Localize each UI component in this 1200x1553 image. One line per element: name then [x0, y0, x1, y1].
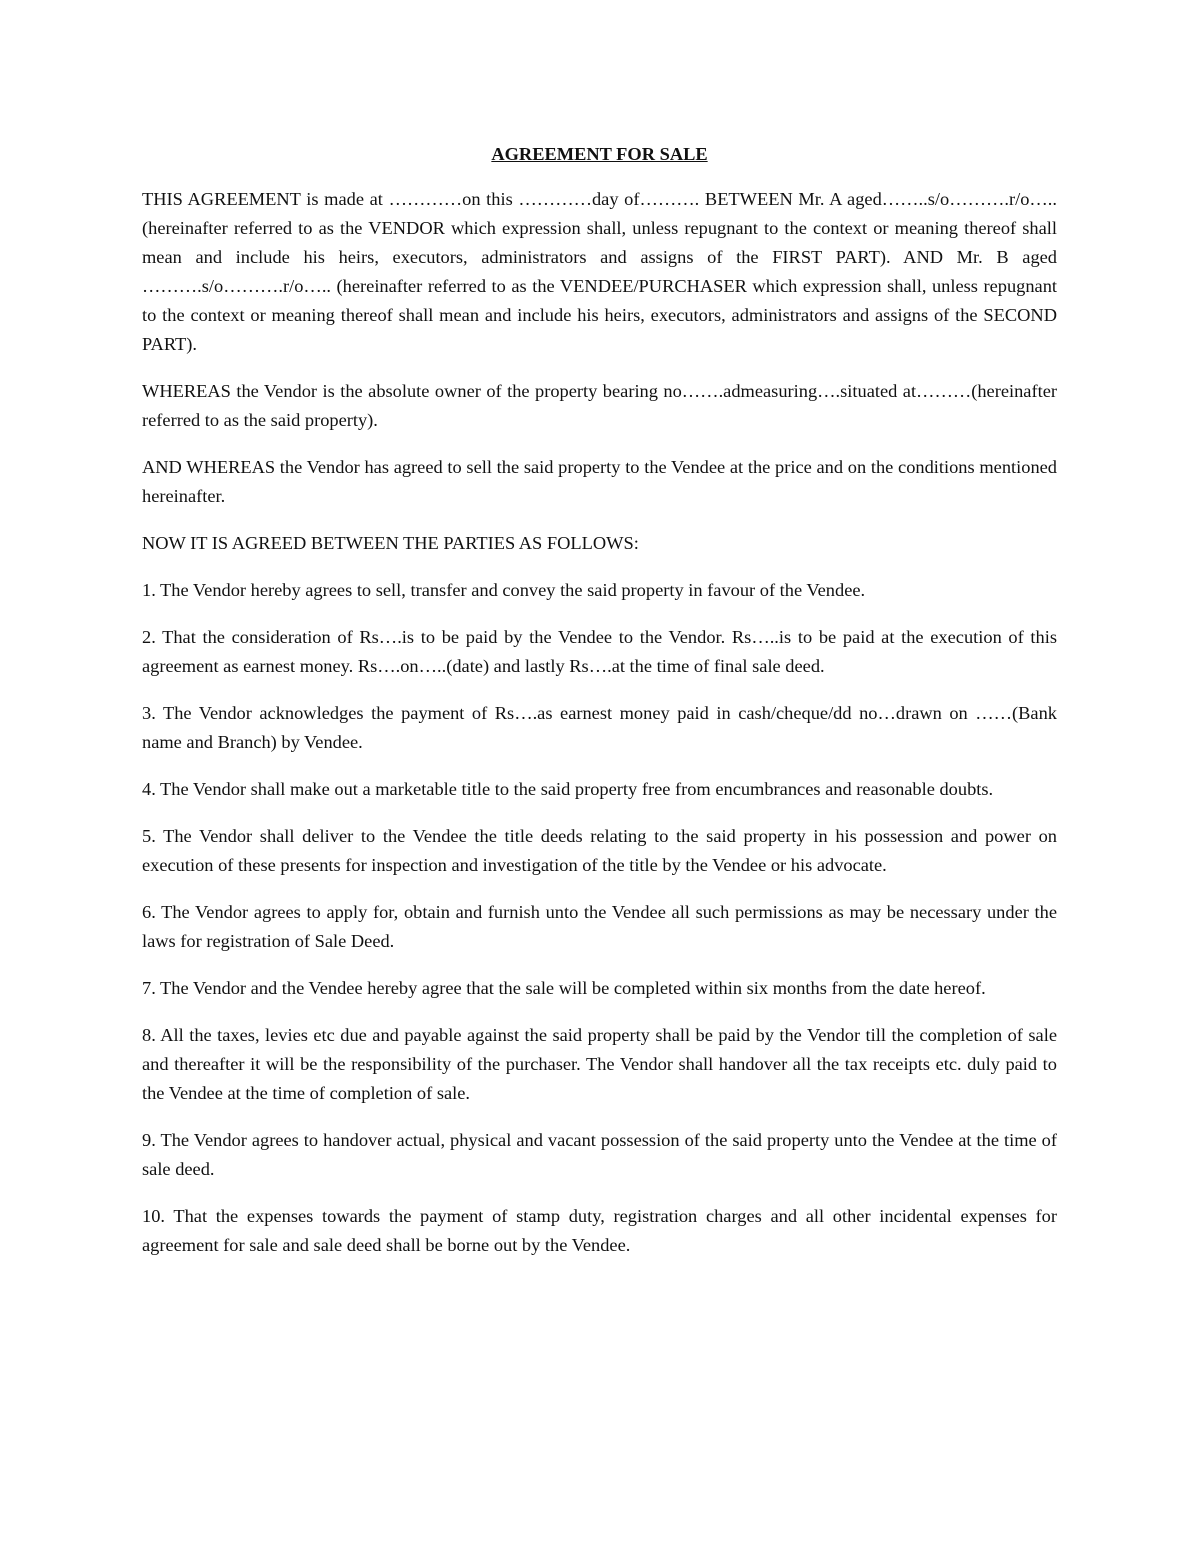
clause-8: 8. All the taxes, levies etc due and payable against the said property shall be paid by the Vendor till the completion of sale and thereafter it will be the responsibility of the purchaser. The Vendor shall handover all the tax receipts etc. duly paid to the Vendee at the time of completion of sale.: [142, 1025, 1057, 1103]
clause-3: 3. The Vendor acknowledges the payment of Rs….as earnest money paid in cash/cheque/dd no…drawn on ……(Bank name and Branch) by Vendee.: [142, 703, 1057, 752]
document-title: AGREEMENT FOR SALE: [491, 144, 708, 164]
agreed-heading: NOW IT IS AGREED BETWEEN THE PARTIES AS FOLLOWS:: [142, 533, 639, 553]
clause-10: 10. That the expenses towards the payment of stamp duty, registration charges and all other incidental expenses for agreement for sale and sale deed shall be borne out by the Vendee.: [142, 1206, 1057, 1255]
clause-6: 6. The Vendor agrees to apply for, obtain and furnish unto the Vendee all such permissions as may be necessary under the laws for registration of Sale Deed.: [142, 902, 1057, 951]
clause-9: 9. The Vendor agrees to handover actual, physical and vacant possession of the said property unto the Vendee at the time of sale deed.: [142, 1130, 1057, 1179]
clause-1: 1. The Vendor hereby agrees to sell, transfer and convey the said property in favour of the Vendee.: [142, 580, 866, 600]
clause-5: 5. The Vendor shall deliver to the Vendee the title deeds relating to the said property in his possession and power on execution of these presents for inspection and investigation of the title by the Vendee or his advocate.: [142, 826, 1057, 875]
clause-2: 2. That the consideration of Rs….is to be paid by the Vendee to the Vendor. Rs…..is to be paid at the execution of this agreement as earnest money. Rs….on…..(date) and lastly Rs….at the time of final sale deed.: [142, 627, 1057, 676]
clause-7: 7. The Vendor and the Vendee hereby agree that the sale will be completed within six months from the date hereof.: [142, 978, 986, 998]
document-page: [142, 140, 1057, 1278]
intro-paragraph: THIS AGREEMENT is made at …………on this …………day of………. BETWEEN Mr. A aged……..s/o……….r/o….. (hereinafter referred to as the VENDOR which expression shall, unless repugnant to the context or meaning thereof shall mean and include his heirs, executors, administrators and assigns of the FIRST PART). AND Mr. B aged ……….s/o……….r/o….. (hereinafter referred to as the VENDEE/PURCHASER which expression shall, unless repugnant to the context or meaning thereof shall mean and include his heirs, executors, administrators and assigns of the SECOND PART).: [142, 189, 1057, 354]
whereas-paragraph-2: AND WHEREAS the Vendor has agreed to sell the said property to the Vendee at the price and on the conditions mentioned hereinafter.: [142, 457, 1057, 506]
whereas-paragraph-1: WHEREAS the Vendor is the absolute owner of the property bearing no…….admeasuring….situated at………(hereinafter referred to as the said property).: [142, 381, 1057, 430]
clause-4: 4. The Vendor shall make out a marketable title to the said property free from encumbrances and reasonable doubts.: [142, 779, 994, 799]
